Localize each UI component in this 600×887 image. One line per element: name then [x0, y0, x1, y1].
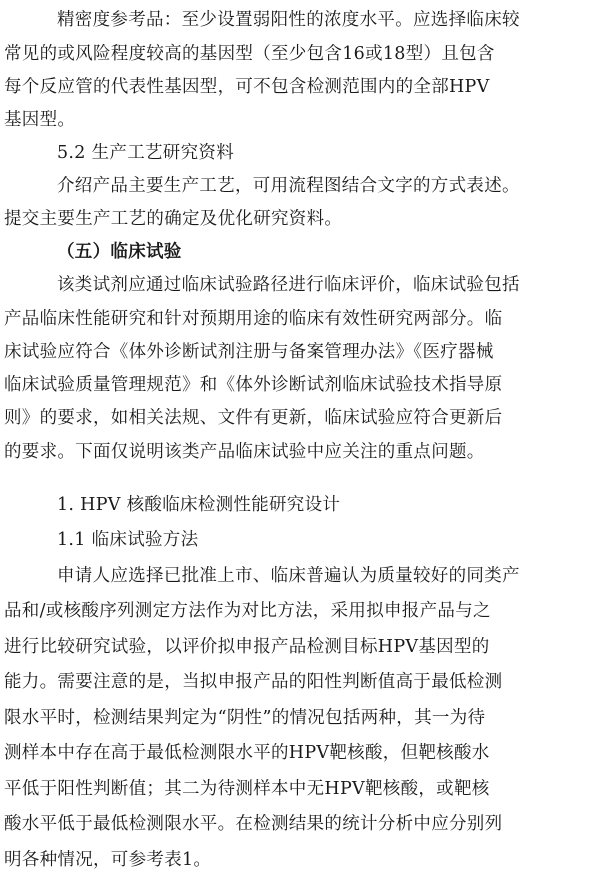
section-heading: 1. HPV 核酸临床检测性能研究设计: [57, 495, 341, 515]
paragraph-line: 测样本中存在高于最低检测限水平的HPV靶核酸，但靶核酸水: [4, 743, 490, 763]
paragraph-line: 则》的要求，如相关法规、文件有更新，临床试验应符合更新后: [4, 408, 503, 428]
paragraph-line: 明各种情况，可参考表1。: [4, 850, 212, 870]
paragraph-line: 临床试验质量管理规范》和《体外诊断试剂临床试验技术指导原: [4, 375, 503, 395]
paragraph-line: 酸水平低于最低检测限水平。在检测结果的统计分析中应分别列: [4, 814, 503, 834]
paragraph-line: 精密度参考品：至少设置弱阳性的浓度水平。应选择临床较: [57, 10, 520, 30]
paragraph-line: 产品临床性能研究和针对预期用途的临床有效性研究两部分。临: [4, 309, 503, 329]
paragraph-line: 能力。需要注意的是，当拟申报产品的阳性判断值高于最低检测: [4, 672, 503, 692]
paragraph-line: 常见的或风险程度较高的基因型（至少包含16或18型）且包含: [4, 44, 495, 64]
chapter-heading: （五）临床试验: [57, 242, 182, 262]
paragraph-line: 介绍产品主要生产工艺，可用流程图结合文字的方式表述。: [57, 176, 520, 196]
paragraph-line: 床试验应符合《体外诊断试剂注册与备案管理办法》《医疗器械: [4, 342, 494, 362]
paragraph-line: 每个反应管的代表性基因型，可不包含检测范围内的全部HPV: [4, 77, 490, 97]
paragraph-line: 该类试剂应通过临床试验路径进行临床评价，临床试验包括: [57, 275, 520, 295]
section-heading: 5.2 生产工艺研究资料: [57, 143, 234, 163]
section-heading: 1.1 临床试验方法: [57, 530, 199, 550]
paragraph-line: 的要求。下面仅说明该类产品临床试验中应关注的重点问题。: [4, 442, 485, 462]
paragraph-line: 品和/或核酸序列测定方法作为对比方法，采用拟申报产品与之: [4, 601, 491, 621]
paragraph-line: 限水平时，检测结果判定为“阴性”的情况包括两种，其一为待: [4, 708, 486, 728]
paragraph-line: 进行比较研究试验，以评价拟申报产品检测目标HPV基因型的: [4, 637, 490, 657]
paragraph-line: 申请人应选择已批准上市、临床普遍认为质量较好的同类产: [57, 566, 520, 586]
paragraph-line: 平低于阳性判断值；其二为待测样本中无HPV靶核酸，或靶核: [4, 779, 490, 799]
paragraph-line: 基因型。: [4, 110, 76, 130]
paragraph-line: 提交主要生产工艺的确定及优化研究资料。: [4, 209, 343, 229]
